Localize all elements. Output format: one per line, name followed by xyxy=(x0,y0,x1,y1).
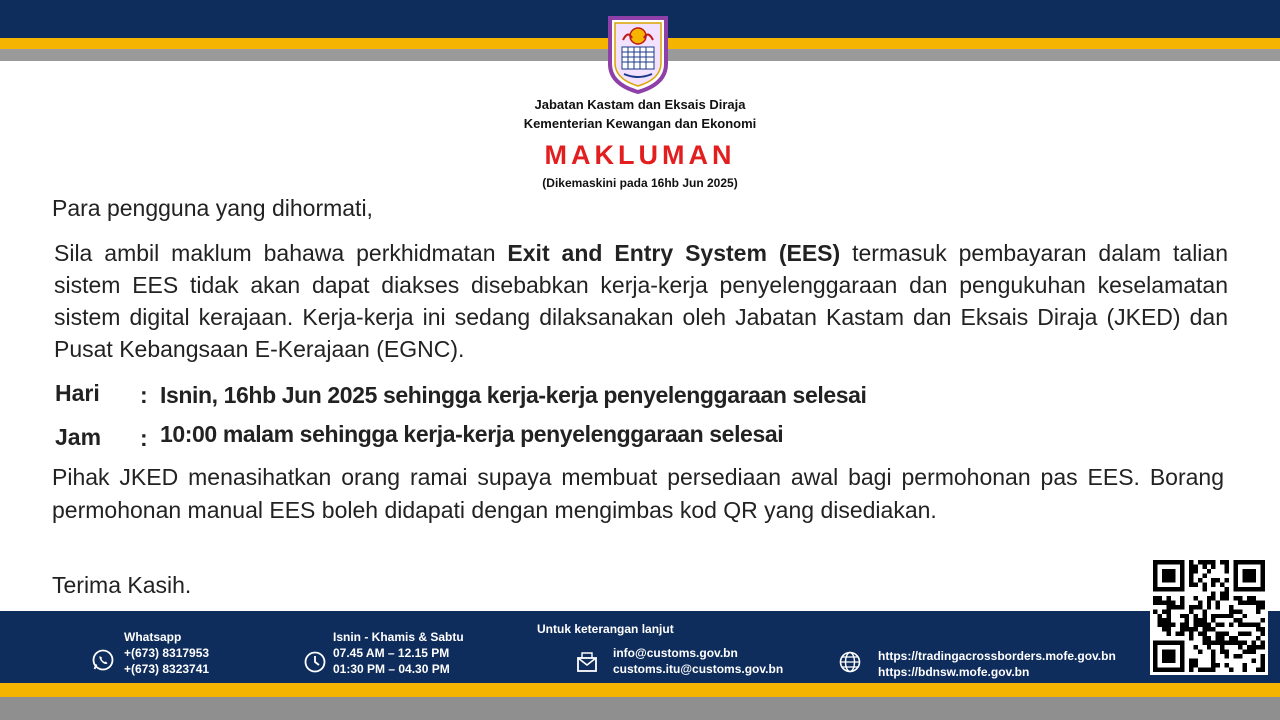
para1-system-name: Exit and Entry System (EES) xyxy=(507,240,841,266)
footer-banner-grey xyxy=(0,697,1280,720)
greeting: Para pengguna yang dihormati, xyxy=(52,195,373,221)
whatsapp-phone-1[interactable]: +(673) 8317953 xyxy=(124,646,210,660)
footer-banner-gold xyxy=(0,683,1280,697)
website-url-1[interactable]: https://tradingacrossborders.mofe.gov.bn xyxy=(878,649,1116,663)
updated-date: (Dikemaskini pada 16hb Jun 2025) xyxy=(542,176,738,190)
email-address-2[interactable]: customs.itu@customs.gov.bn xyxy=(613,662,784,676)
schedule-value-time: 10:00 malam sehingga kerja-kerja penyelenggaraan selesai xyxy=(160,421,784,447)
notice-paragraph-1 xyxy=(54,237,1228,365)
org-line-2: Kementerian Kewangan dan Ekonomi xyxy=(523,116,757,131)
qr-code[interactable] xyxy=(1150,557,1268,675)
schedule-value-day: Isnin, 16hb Jun 2025 sehingga kerja-kerja penyelenggaraan selesai xyxy=(160,382,867,408)
whatsapp-icon xyxy=(91,648,115,672)
hours-slot-1: 07.45 AM – 12.15 PM xyxy=(333,646,450,660)
org-line-1: Jabatan Kastam dan Eksais Diraja xyxy=(534,97,746,112)
email-icon xyxy=(575,650,599,674)
hours-slot-2: 01:30 PM – 04.30 PM xyxy=(333,662,450,676)
schedule-label-time: Jam xyxy=(55,424,102,450)
footer-heading: Untuk keterangan lanjut xyxy=(537,622,674,636)
schedule-colon-time: : xyxy=(140,425,148,451)
closing-thanks: Terima Kasih. xyxy=(52,572,192,598)
crest-icon xyxy=(606,14,670,94)
schedule-colon-day: : xyxy=(140,382,148,408)
whatsapp-label: Whatsapp xyxy=(124,630,182,644)
clock-icon xyxy=(303,650,327,674)
para1-text-b: termasuk pembayaran dalam talian sistem EES tidak akan dapat diakses disebabkan kerja-kerja penyelenggaraan dan pengukuhan keselamatan sistem digital kerajaan. Kerja-kerja ini sedang dilaksanakan oleh Jabatan Kastam dan Eksais Diraja (JKED) dan Pusat Kebangsaan E-Kerajaan (EGNC). xyxy=(54,240,1228,362)
email-address-1[interactable]: info@customs.gov.bn xyxy=(613,646,738,660)
website-url-2[interactable]: https://bdnsw.mofe.gov.bn xyxy=(878,665,1030,679)
para1-text-a: Sila ambil maklum bahawa perkhidmatan xyxy=(54,240,508,266)
schedule-label-day: Hari xyxy=(55,380,100,406)
hours-days: Isnin - Khamis & Sabtu xyxy=(333,630,464,644)
globe-icon xyxy=(838,650,862,674)
page-title: MAKLUMAN xyxy=(544,140,736,170)
notice-paragraph-2: Pihak JKED menasihatkan orang ramai supaya membuat persediaan awal bagi permohonan pas EES. Borang permohonan manual EES boleh didapati dengan mengimbas kod QR yang disediakan. xyxy=(52,464,1224,523)
whatsapp-phone-2[interactable]: +(673) 8323741 xyxy=(124,662,210,676)
